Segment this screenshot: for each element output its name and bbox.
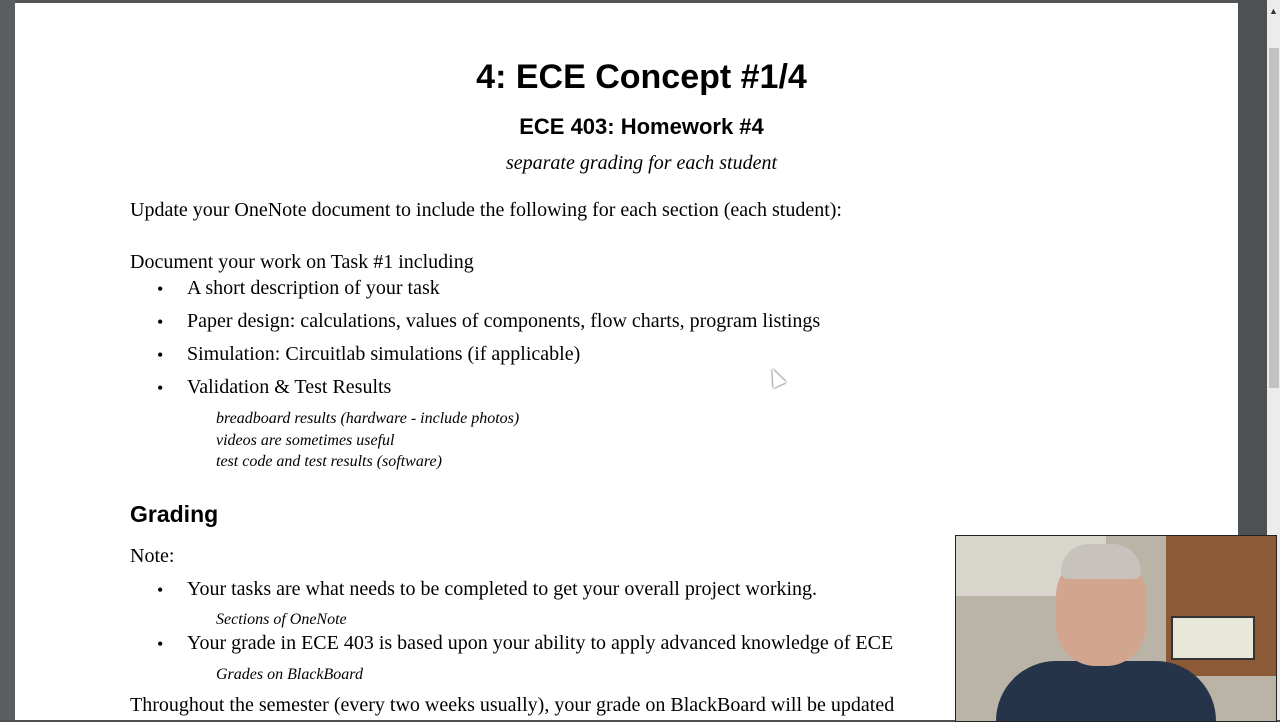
list-subnote: Sections of OneNote xyxy=(216,611,347,628)
presenter-hair xyxy=(1061,544,1141,579)
bullet: • xyxy=(157,312,164,332)
validation-note: test code and test results (software) xyxy=(216,453,442,470)
list-item: A short description of your task xyxy=(187,277,440,299)
bullet: • xyxy=(157,378,164,398)
list-item: Your grade in ECE 403 is based upon your ability to apply advanced knowledge of ECE xyxy=(187,632,894,654)
scroll-up-arrow-icon[interactable]: ▲ xyxy=(1269,6,1278,16)
bullet: • xyxy=(157,580,164,600)
left-gutter xyxy=(0,0,15,720)
bullet: • xyxy=(157,345,164,365)
list-item: Simulation: Circuitlab simulations (if applicable) xyxy=(187,343,581,365)
list-subnote: Grades on BlackBoard xyxy=(216,666,363,683)
grading-note: separate grading for each student xyxy=(505,152,778,174)
task-heading: Document your work on Task #1 including xyxy=(130,251,474,273)
grading-note-label: Note: xyxy=(130,545,175,567)
bullet: • xyxy=(157,634,164,654)
page-title: 4: ECE Concept #1/4 xyxy=(476,58,807,96)
bullet: • xyxy=(157,279,164,299)
page-subtitle: ECE 403: Homework #4 xyxy=(519,114,764,139)
list-item: Validation & Test Results xyxy=(187,376,392,398)
scrollbar-thumb[interactable] xyxy=(1269,48,1279,388)
validation-note: breadboard results (hardware - include photos) xyxy=(216,410,520,427)
webcam-overlay xyxy=(955,535,1277,722)
validation-note: videos are sometimes useful xyxy=(216,432,395,449)
presenter-body xyxy=(996,661,1216,722)
webcam-background-picture xyxy=(1171,616,1255,660)
list-item: Paper design: calculations, values of components, flow charts, program listings xyxy=(187,310,821,332)
grading-heading: Grading xyxy=(130,501,219,527)
intro-text: Update your OneNote document to include the following for each section (each student): xyxy=(130,199,842,221)
list-item: Your tasks are what needs to be completed to get your overall project working. xyxy=(187,578,818,600)
closing-text: Throughout the semester (every two weeks usually), your grade on BlackBoard will be updated xyxy=(130,694,895,716)
